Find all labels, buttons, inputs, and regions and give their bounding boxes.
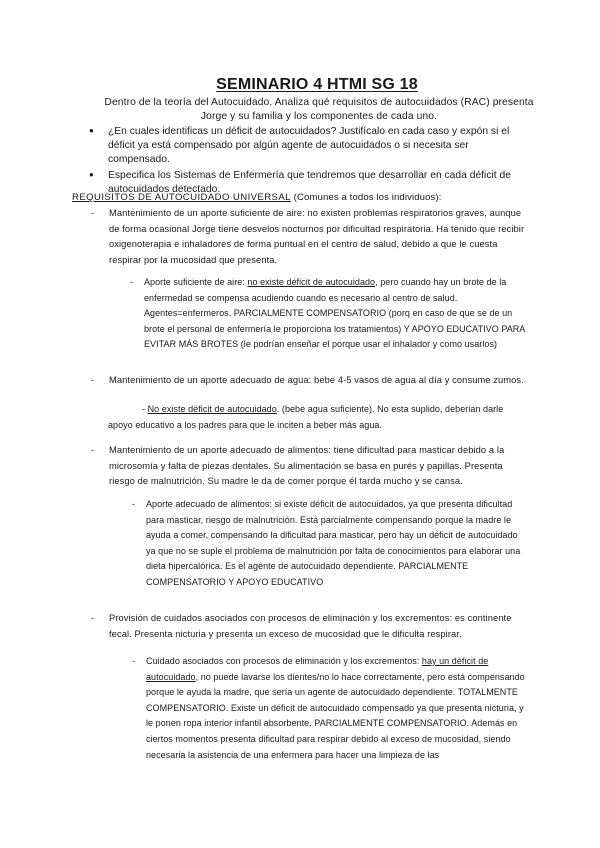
list-item: ● Especifica los Sistemas de Enfermería que tendremos que desarrollar en cada déficit de autocuidados detectado. (108, 169, 528, 197)
requirement-elimination (109, 611, 529, 642)
analysis-prefix: Aporte suficiente de aire: (144, 277, 248, 287)
requirement-text: Mantenimiento de un aporte adecuado de agua: bebe 4-5 vasos de agua al día y consume zumos. (109, 375, 524, 385)
requirement-text: Provisión de cuidados asociados con procesos de eliminación y los excrementos: es continente fecal. Presenta nicturia y presenta un exceso de mucosidad que le dificulta respirar. (109, 613, 512, 639)
section-heading-note: (Comunes a todos los individuos): (290, 192, 442, 203)
analysis-text: . (bebe agua suficiente). No esta suplido, deberian darle apoyo educativo a los padres para que le inciten a beber más agua. (108, 404, 504, 430)
analysis-key-finding: no existe déficit de autocuidado (247, 277, 376, 287)
analysis-text: Aporte adecuado de alimentos: si existe déficit de autocuidados, ya que presenta dificultad para masticar, riesgo de malnutrición. Está parcialmente compensando porque la madre le ayuda a comer, compensando la dificultad para masticar, pero hay un déficit de autocuidado ya que no se suple el problema de malnutrición por falta de conocimientos para elaborar una dieta hipercalórica. Es el agente de autocuidado dependiente. PARCIALMENTE COMPENSATORIO Y APOYO EDUCATIVO (146, 499, 521, 587)
analysis-key-finding: hay un déficit de autocuidado (146, 656, 489, 682)
requirement-elimination-analysis (146, 654, 526, 763)
analysis-prefix: Cuidado asociados con procesos de eliminación y los excrementos: (146, 656, 422, 666)
list-item: ● ¿En cuales identificas un déficit de autocuidados? Justifícalo en cada caso y expón si el déficit ya está compensado por algún agente de autocuidados o si necesita ser compensado. (108, 125, 528, 167)
question-list (108, 125, 528, 199)
requirement-water-analysis (108, 402, 528, 433)
requirement-water (109, 373, 529, 389)
section-heading-title: REQUISITOS DE AUTOCUIDADO UNIVERSAL (72, 192, 291, 203)
requirement-food (109, 443, 529, 490)
analysis-text: , pero cuando hay un brote de la enfermedad se compensa acudiendo cuando es necesario al centro de salud. Agentes=enfermeros. PARCIALMENTE COMPENSATORIO (porq en caso de que se de un brote el personal de enfermería le proporciona los tratamientos) Y APOYO EDUCATIVO PARA EVITAR MÁS BROTES (le podrían enseñar el porque usar el inhalador y como usarlos) (144, 277, 525, 350)
requirement-air (109, 206, 529, 268)
requirement-text: Mantenimiento de un aporte adecuado de alimentos: tiene dificultad para masticar debido a la microsomía y falta de piezas dentales. Su alimentación se basa en purés y papillas. Presenta riesgo de malnutrición. Su madre le da de comer porque él tarda mucho y se cansa. (109, 445, 505, 487)
requirement-air-analysis (144, 275, 526, 353)
requirement-food-analysis (146, 497, 526, 591)
analysis-prefix: - (142, 404, 148, 414)
requirement-text: Mantenimiento de un aporte suficiente de aire: no existen problemas respiratorios graves, aunque de forma ocasional Jorge tiene desvelos nocturnos por dificultad respiratoria. Ha tenido que recibir oxigenoterapia e inhaladores de forma puntual en el centro de salud, debido a que le cuesta respirar por la mucosidad que presenta. (109, 208, 525, 265)
section-heading (72, 192, 441, 203)
page-title: SEMINARIO 4 HTMI SG 18 (216, 76, 418, 93)
analysis-text: , no puede lavarse los dientes/no lo hace correctamente, pero está compensando porque le ayuda la madre, que sería un agente de autocuidado dependiente. TOTALMENTE COMPENSATORIO. Existe un déficit de autocuidado compensado ya que presenta nicturia, y le ponen ropa interior infantil absorbente. PARCIALMENTE COMPENSATORIO. Además en ciertos momentos presenta dificultad para respirar debido al exceso de mucosidad, siendo necesaria la asistencia de una enfermera para hacer una limpieza de las (146, 671, 525, 760)
intro-paragraph: Dentro de la teoría del Autocuidado. Analiza qué requisitos de autocuidados (RAC) presenta Jorge y su familia y los componentes de cada uno. (104, 97, 534, 122)
analysis-key-finding: No existe déficit de autocuidado (147, 404, 277, 414)
